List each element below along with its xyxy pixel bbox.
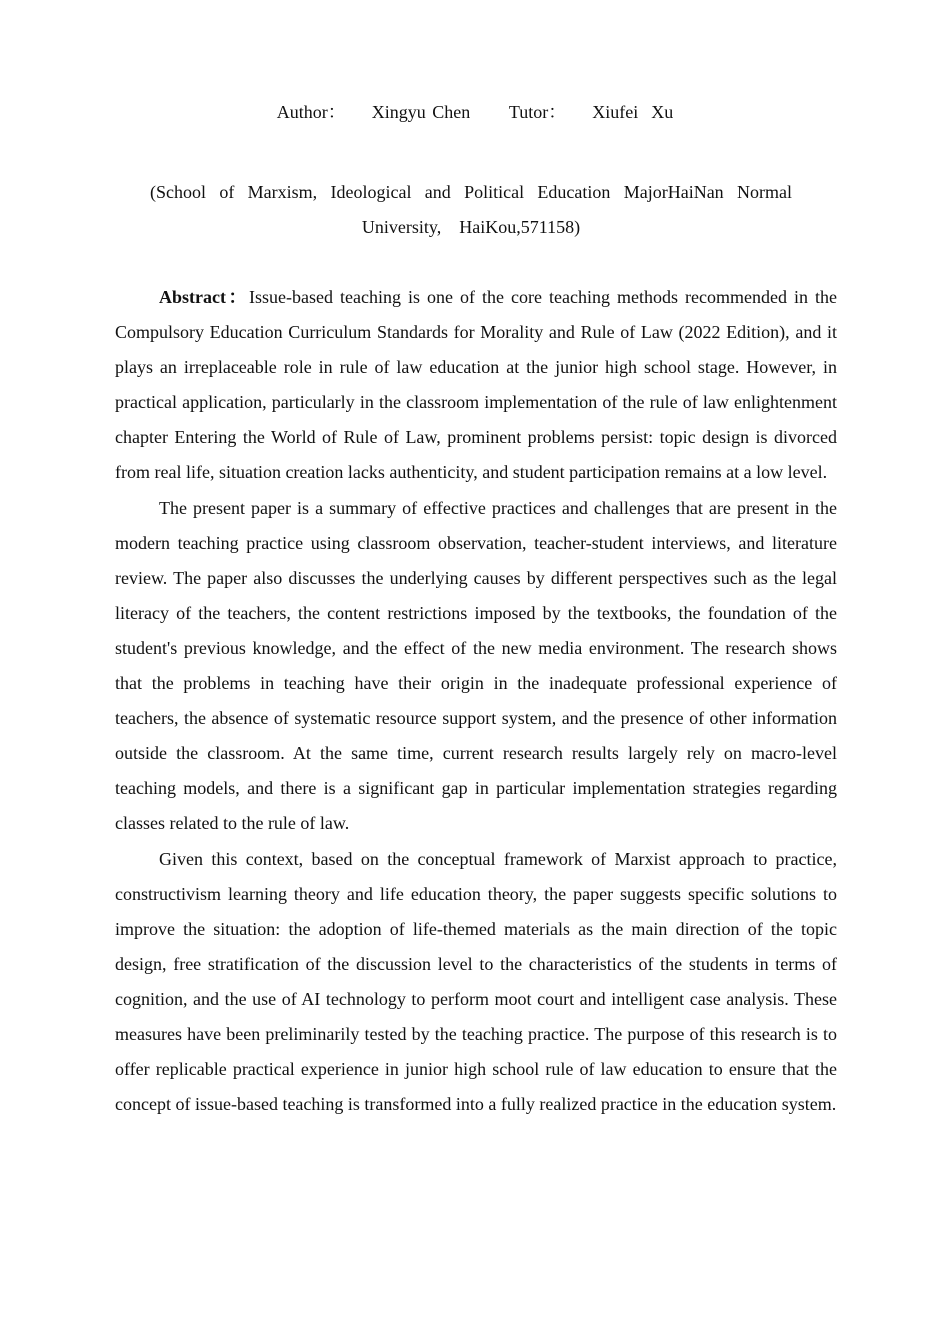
author-line (0, 100, 950, 124)
abstract-section (115, 280, 837, 1122)
tutor-name: Xiufei Xu (592, 102, 674, 122)
abstract-paragraph-1-text: Issue-based teaching is one of the core teaching methods recommended in the Compulsory Education Curriculum Standards for Morality and Rule of Law (2022 Edition), and it plays an irreplaceable role in rule of law education at the junior high school stage. However, in practical application, particularly in the classroom implementation of the rule of law enlightenment chapter Entering the World of Rule of Law, prominent problems persist: topic design is divorced from real life, situation creation lacks authenticity, and student participation remains at a low level. (115, 287, 837, 483)
abstract-label: Abstract： (159, 287, 250, 307)
tutor-label: Tutor： (508, 102, 567, 122)
affiliation-line-1: (School of Marxism, Ideological and Political Education MajorHaiNan Normal (150, 182, 792, 202)
abstract-paragraph-2: The present paper is a summary of effective practices and challenges that are present in the modern teaching practice using classroom observation, teacher-student interviews, and literature review. The paper also discusses the underlying causes by different perspectives such as the legal literacy of the teachers, the content restrictions imposed by the textbooks, the foundation of the student's previous knowledge, and the effect of the new media environment. The research shows that the problems in teaching have their origin in the inadequate professional experience of teachers, the absence of systematic resource support system, and the presence of other information outside the classroom. At the same time, current research results largely rely on macro-level teaching models, and there is a significant gap in particular implementation strategies regarding classes related to the rule of law. (115, 497, 837, 834)
abstract-paragraph-3: Given this context, based on the conceptual framework of Marxist approach to practice, constructivism learning theory and life education theory, the paper suggests specific solutions to improve the situation: the adoption of life-themed materials as the main direction of the topic design, free stratification of the discussion level to the characteristics of the students in terms of cognition, and the use of AI technology to perform moot court and intelligent case analysis. These measures have been preliminarily tested by the teaching practice. The purpose of this research is to offer replicable practical experience in junior high school rule of law education to ensure that the concept of issue-based teaching is transformed into a fully realized practice in the education system. (115, 848, 837, 1115)
author-name: Xingyu Chen (371, 102, 471, 122)
affiliation (150, 175, 792, 245)
abstract-paragraph-1 (115, 280, 837, 491)
affiliation-line-2: University, HaiKou,571158) (361, 217, 581, 237)
author-label: Author： (276, 102, 346, 122)
